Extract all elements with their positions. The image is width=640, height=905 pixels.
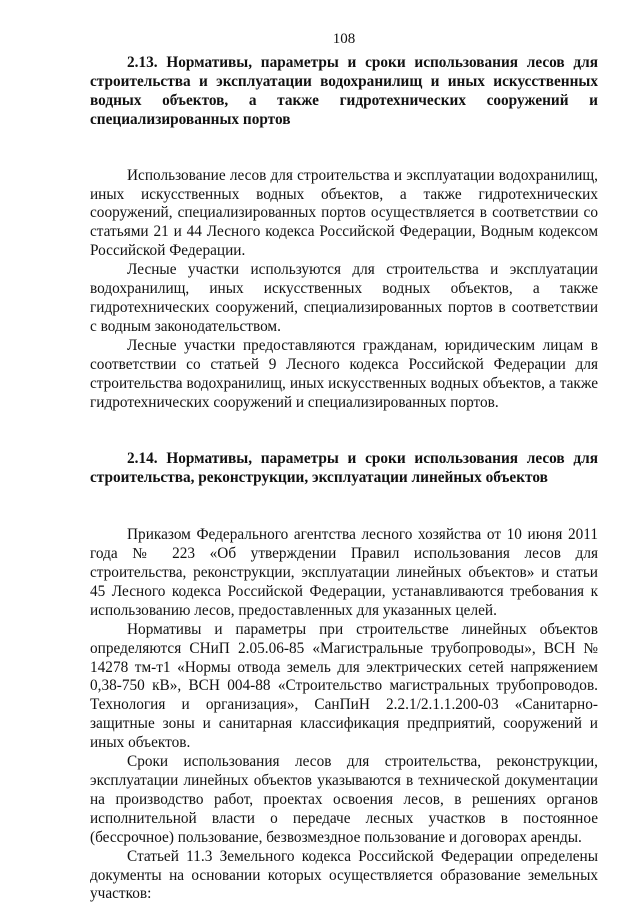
section-2-13-body — [90, 167, 598, 413]
page-number: 108 — [332, 31, 356, 47]
paragraph: Нормативы и параметры при строительстве линейных объектов определяются СНиП 2.05.06-85 «Магистральные трубопроводы», ВСН № 14278 тм-т1 «Нормы отвода земель для электрических сетей напряжением 0,38-750 кВ», ВСН 004-88 «Строительство магистральных трубопроводов. Технология и организация», СанПиН 2.2.1/2.1.1.200-03 «Санитарно-защитные зоны и санитарная классификация предприятий, сооружений и иных объектов. — [90, 620, 598, 752]
paragraph: Приказом Федерального агентства лесного хозяйства от 10 июня 2011 года № 223 «Об утверждении Правил использования лесов для строительства, реконструкции, эксплуатации линейных объектов» и статьи 45 Лесного кодекса Российской Федерации, устанавливаются требования к использованию лесов, предоставленных для указанных целей. — [90, 526, 598, 619]
paragraph: Сроки использования лесов для строительства, реконструкции, эксплуатации линейных объектов указываются в технической документации на производство работ, проектах освоения лесов, в решениях органов исполнительной власти о передаче лесных участков в постоянное (бессрочное) пользование, безвозмездное пользование и договорах аренды. — [90, 753, 598, 846]
paragraph: Лесные участки используются для строительства и эксплуатации водохранилищ, иных искусственных водных объектов, а также гидротехнических сооружений, специализированных портов в соответствии с водным законодательством. — [90, 261, 598, 335]
paragraph: Статьей 11.3 Земельного кодекса Российской Федерации определены документы на основании которых осуществляется образование земельных участков: — [90, 847, 598, 903]
section-heading-2-14: 2.14. Нормативы, параметры и сроки использования лесов для строительства, реконструкции, эксплуатации линейных объектов — [90, 450, 598, 487]
paragraph: Использование лесов для строительства и эксплуатации водохранилищ, иных искусственных водных объектов, а также гидротехнических сооружений, специализированных портов осуществляется в соответствии со статьями 21 и 44 Лесного кодекса Российской Федерации, Водным кодексом Российской Федерации. — [90, 166, 598, 260]
paragraph: Лесные участки предоставляются гражданам, юридическим лицам в соответствии со статьей 9 Лесного кодекса Российской Федерации для строительства водохранилищ, иных искусственных водных объектов, а также гидротехнических сооружений и специализированных портов. — [90, 336, 598, 411]
document-page — [90, 30, 598, 904]
section-2-14-body — [90, 526, 598, 904]
section-heading-2-13: 2.13. Нормативы, параметры и сроки использования лесов для строительства и эксплуатации водохранилищ и иных искусственных водных объектов, а также гидротехнических сооружений и специализированных портов — [90, 54, 598, 128]
